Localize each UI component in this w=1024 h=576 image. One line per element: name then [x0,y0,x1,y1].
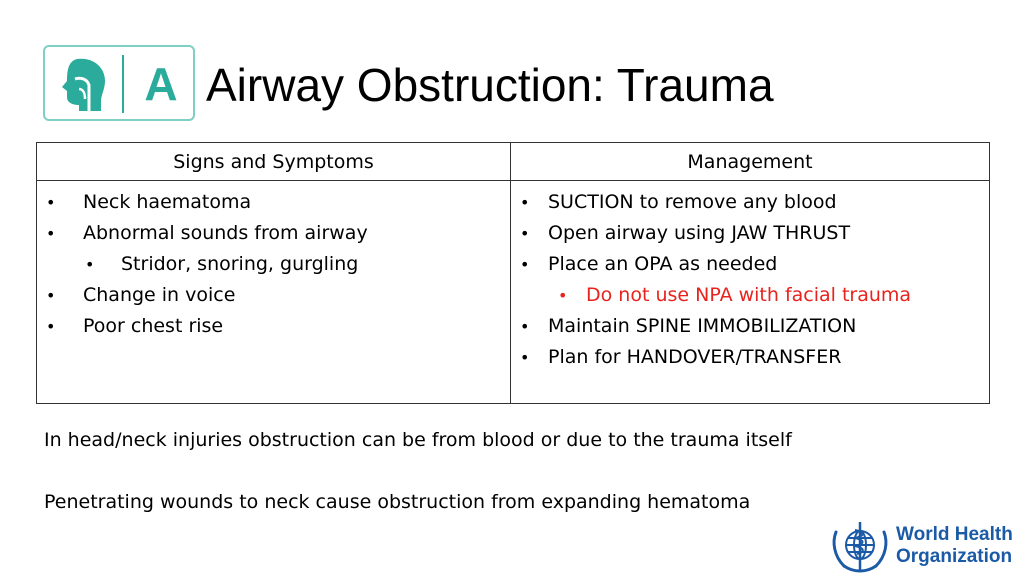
table-body-row [37,181,990,404]
management-item [511,311,989,342]
page-title: Airway Obstruction: Trauma [206,59,774,111]
who-logo-text [896,524,1013,568]
management-item-text: Maintain SPINE IMMOBILIZATION [548,315,857,337]
bullet-icon: • [558,286,568,305]
badge-divider [122,55,124,113]
management-list [511,187,989,373]
management-item [511,187,989,218]
who-emblem-icon [828,516,892,574]
signs-list [37,187,510,342]
management-item-text: Do not use NPA with facial trauma [586,284,912,306]
airway-head-icon [55,55,115,113]
sign-item-text: Neck haematoma [83,191,252,213]
who-text-line-1: World Health [896,524,1013,545]
who-text-line-2: Organization [896,546,1013,567]
table-header-row [37,143,990,181]
bullet-icon: • [520,193,530,212]
sign-item [37,311,510,342]
bullet-icon: • [520,224,530,243]
bullet-icon: • [520,348,530,367]
note-line-1: In head/neck injuries obstruction can be from blood or due to the trauma itself [44,429,792,451]
management-item [511,342,989,373]
signs-cell [37,181,511,404]
management-item [511,218,989,249]
sign-item [37,280,510,311]
bullet-icon: • [46,193,56,212]
sign-item-text: Change in voice [83,284,236,306]
bullet-icon: • [520,255,530,274]
sign-item [37,187,510,218]
bullet-icon: • [46,286,56,305]
management-item [511,249,989,280]
sign-item [37,218,510,249]
airway-badge [43,45,195,121]
management-item-text: Open airway using JAW THRUST [548,222,851,244]
sign-item-text: Stridor, snoring, gurgling [121,253,359,275]
sign-item-text: Abnormal sounds from airway [83,222,368,244]
bullet-icon: • [520,317,530,336]
signs-management-table [36,142,990,404]
management-item [511,280,989,311]
column-header-signs: Signs and Symptoms [37,143,511,181]
management-item-text: Plan for HANDOVER/TRANSFER [548,346,842,368]
bullet-icon: • [46,224,56,243]
bullet-icon: • [85,255,95,274]
column-header-management: Management [511,143,990,181]
management-item-text: SUCTION to remove any blood [548,191,837,213]
badge-letter: A [144,58,178,110]
sign-item [37,249,510,280]
management-item-text: Place an OPA as needed [548,253,778,275]
bullet-icon: • [46,317,56,336]
note-line-2: Penetrating wounds to neck cause obstruction from expanding hematoma [44,491,751,513]
management-cell [511,181,990,404]
sign-item-text: Poor chest rise [83,315,224,337]
